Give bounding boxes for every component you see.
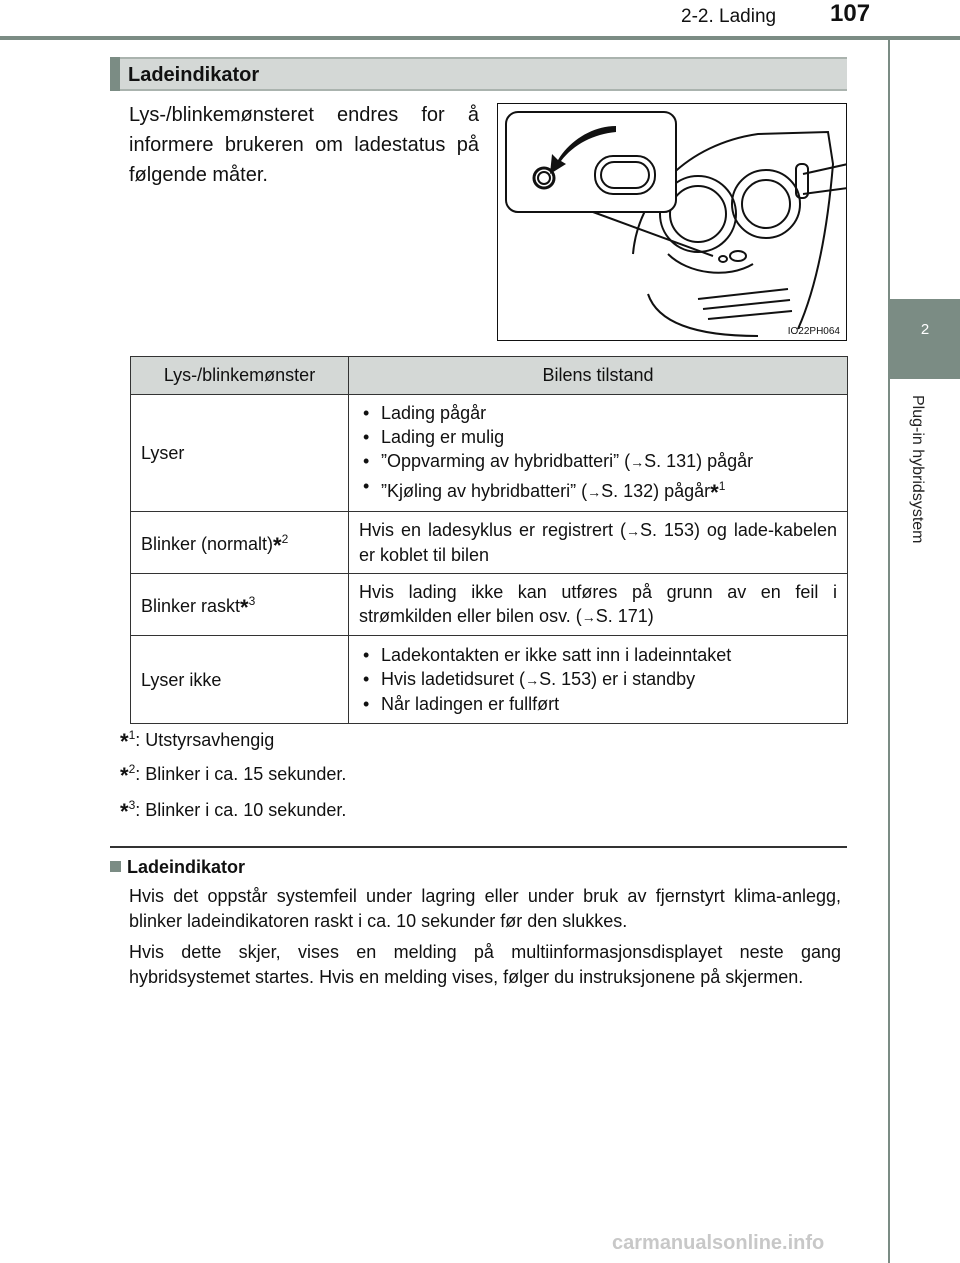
charge-port-drawing xyxy=(498,104,847,341)
footnote-ref: 1 xyxy=(718,479,726,493)
section-box-title: Ladeindikator xyxy=(128,64,260,86)
chapter-title: Plug-in hybridsystem xyxy=(909,395,926,544)
table-row xyxy=(131,574,848,636)
list-item: • ”Oppvarming av hybridbatteri” (→S. 131) pågår xyxy=(359,449,837,474)
header-accent-bar xyxy=(110,57,120,91)
list-item: • Lading er mulig xyxy=(359,425,837,449)
state-cell: Hvis lading ikke kan utføres på grunn av en feil i strømkilden eller bilen osv. (→S. 171) xyxy=(349,574,848,636)
header-divider xyxy=(0,36,960,40)
section-box-header xyxy=(110,57,847,91)
state-cell xyxy=(349,636,848,724)
paragraph: Hvis det oppstår systemfeil under lagring eller under bruk av fjernstyrt klima-anlegg, blinker ladeindikatoren raskt i ca. 10 sekunder før den slukkes. xyxy=(129,886,841,931)
figure-code: IO22PH064 xyxy=(787,326,840,337)
footnote: *$^3$: Blinker i ca. 10 sekunder. xyxy=(120,798,347,824)
arrow-icon: → xyxy=(581,609,596,625)
footnote-ref: 3 xyxy=(248,594,256,608)
state-cell xyxy=(349,395,848,512)
footnote-ref: 2 xyxy=(281,532,289,546)
charging-indicator-table xyxy=(130,356,848,724)
intro-text: Lys-/blinkemønsteret endres for å informere brukeren om ladestatus på følgende måter. xyxy=(129,104,479,186)
pattern-cell: Blinker (normalt)*$^2$ xyxy=(131,512,349,574)
footnote: *$^2$: Blinker i ca. 15 sekunder. xyxy=(120,762,347,788)
pattern-cell: Lyser ikke xyxy=(131,636,349,724)
list-item: • Hvis ladetidsuret (→S. 153) er i standby xyxy=(359,667,837,692)
column-header-state: Bilens tilstand xyxy=(349,357,848,395)
footnote-star: * xyxy=(273,533,282,558)
chapter-tab xyxy=(890,299,960,379)
arrow-icon: → xyxy=(630,454,645,470)
list-item: • Ladekontakten er ikke satt inn i ladeinntaket xyxy=(359,643,837,667)
arrow-icon: → xyxy=(525,672,540,688)
pattern-cell: Lyser xyxy=(131,395,349,512)
paragraph: Hvis dette skjer, vises en melding på multiinformasjonsdisplayet neste gang hybridsystemet startes. Hvis en melding vises, følger du instruksjonene på skjermen. xyxy=(129,942,841,987)
footnote-star: * xyxy=(710,480,719,505)
section-label: 2-2. Lading xyxy=(681,6,777,27)
page-number: 107 xyxy=(830,0,871,27)
watermark: carmanualsonline.info xyxy=(612,1232,825,1254)
chapter-number: 2 xyxy=(920,321,930,338)
table-header-row xyxy=(131,357,848,395)
list-item: • ”Kjøling av hybridbatteri” (→S. 132) pågår*$^1$ xyxy=(359,474,837,505)
pattern-cell: Blinker raskt*$^3$ xyxy=(131,574,349,636)
arrow-icon: → xyxy=(625,523,640,539)
arrow-icon: → xyxy=(587,484,602,500)
table-row xyxy=(131,512,848,574)
side-divider xyxy=(888,40,890,1263)
section-divider xyxy=(110,846,847,848)
list-item: • Lading pågår xyxy=(359,401,837,425)
subsection-heading: Ladeindikator xyxy=(110,857,245,878)
state-list xyxy=(359,643,837,716)
list-item: • Når ladingen er fullført xyxy=(359,692,837,716)
table-row xyxy=(131,395,848,512)
charge-port-illustration xyxy=(497,103,847,341)
state-cell: Hvis en ladesyklus er registrert (→S. 153) og lade-kabelen er koblet til bilen xyxy=(349,512,848,574)
column-header-pattern: Lys-/blinkemønster xyxy=(131,357,349,395)
footnote: *$^1$: Utstyrsavhengig xyxy=(120,728,275,754)
table-row xyxy=(131,636,848,724)
footnote-star: * xyxy=(240,595,249,620)
state-list xyxy=(359,401,837,505)
square-bullet-icon xyxy=(110,861,121,872)
